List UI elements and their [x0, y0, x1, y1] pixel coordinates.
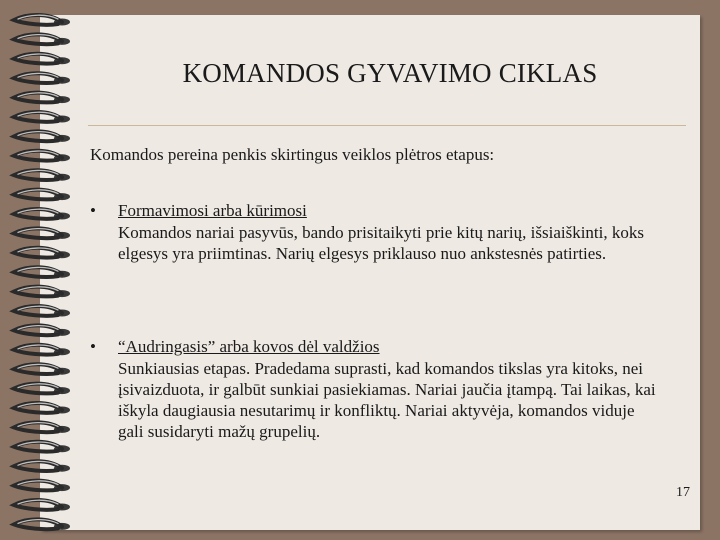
- binding-ring: [14, 364, 62, 374]
- binding-ring: [14, 500, 62, 510]
- bullet-marker: •: [90, 201, 96, 220]
- binding-ring: [14, 345, 62, 355]
- binding-ring: [14, 461, 62, 471]
- binding-ring: [14, 422, 62, 432]
- binding-ring: [14, 267, 62, 277]
- binding-ring: [14, 54, 62, 64]
- bullet-heading: Formavimosi arba kūrimosi: [118, 201, 307, 220]
- bullet-text: Komandos nariai pasyvūs, bando prisitaikyti prie kitų narių, išsiaiškinti, koks elgesys yra priimtinas. Narių elgesys priklauso nuo ankstesnės patirties.: [118, 223, 644, 263]
- binding-ring: [14, 73, 62, 83]
- binding-ring: [14, 170, 62, 180]
- bullet-marker: •: [90, 337, 96, 356]
- binding-ring: [14, 131, 62, 141]
- binding-ring: [14, 287, 62, 297]
- binding-ring: [14, 325, 62, 335]
- binding-ring: [14, 93, 62, 103]
- binding-ring: [14, 248, 62, 258]
- bullet-heading: “Audringasis” arba kovos dėl valdžios: [118, 337, 380, 356]
- intro-text: Komandos pereina penkis skirtingus veiklos plėtros etapus:: [90, 145, 495, 164]
- binding-ring: [14, 209, 62, 219]
- page-number: 17: [676, 485, 690, 500]
- title-divider: [88, 125, 686, 126]
- binding-ring: [14, 34, 62, 44]
- binding-ring: [14, 15, 62, 25]
- binding-ring: [14, 190, 62, 200]
- binding-ring: [14, 306, 62, 316]
- bullet-text: Sunkiausias etapas. Pradedama suprasti, kad komandos tikslas yra kitoks, nei įsivaizduota, ir galbūt sunkiai pasiekiamas. Nariai jaučia įtampą. Tai laikas, kai iškyla daugiausia nesutarimų ir konfliktų. Nariai aktyvėja, komandos viduje gali susidaryti mažų grupelių.: [118, 359, 656, 441]
- binding-ring: [14, 151, 62, 161]
- binding-ring: [14, 481, 62, 491]
- spiral-binding-icon: [0, 0, 80, 540]
- slide-title: KOMANDOS GYVAVIMO CIKLAS: [182, 58, 598, 88]
- binding-ring: [14, 384, 62, 394]
- binding-ring: [14, 519, 62, 529]
- binding-ring: [14, 112, 62, 122]
- binding-ring: [14, 442, 62, 452]
- binding-ring: [14, 228, 62, 238]
- binding-ring: [14, 403, 62, 413]
- slide-paper: [40, 15, 700, 530]
